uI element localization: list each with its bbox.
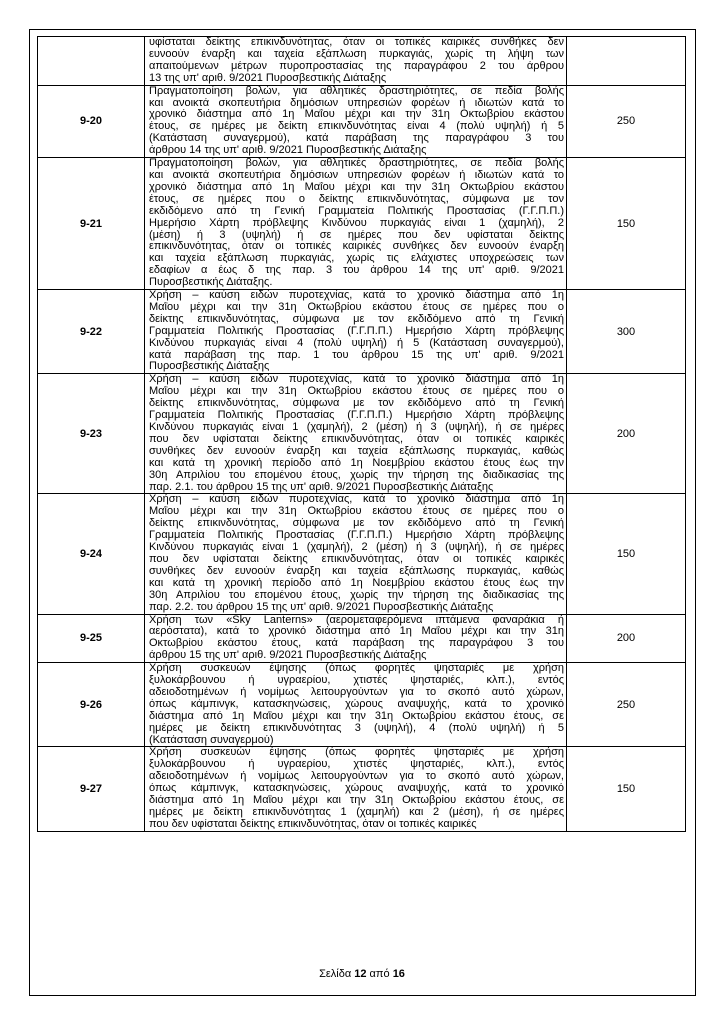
description-line: όπως κάμπινγκ, κατασκηνώσεις, χώρους αναψυχής, κατά το χρονικό — [149, 783, 564, 795]
description-line: έτους, σε ημέρες με δείκτη επικινδυνότητας είναι 4 (πολύ υψηλή) ή 5 — [149, 121, 564, 133]
description-line: δείκτης επικινδυνότητας, σύμφωνα με τον εκδιδόμενο από τη Γενική — [149, 518, 564, 530]
description-line: Χρήση – καύση ειδών πυροτεχνίας, κατά το χρονικό διάστημα από 1η — [149, 374, 564, 386]
description-line: αδειοδοτημένων ή νομίμως λειτουργούντων για το σκοπό αυτό χώρων, — [149, 771, 564, 783]
description-line: και ταχεία εξάπλωση πυρκαγιάς, χωρίς τις ελάχιστες υποχρεώσεις των — [149, 253, 564, 265]
violation-code: 9-27 — [38, 747, 145, 831]
description-line: που δεν υφίσταται δείκτης επικινδυνότητας, όταν οι τοπικές καιρικές — [149, 433, 564, 445]
description-line: Γραμματεία Πολιτικής Προστασίας (Γ.Γ.Π.Π.) Ημερήσιο Χάρτη πρόβλεψης — [149, 410, 564, 422]
violation-description — [145, 663, 567, 747]
table-row — [38, 85, 686, 157]
table-row — [38, 290, 686, 374]
description-line: Πυροσβεστικής Διάταξης. — [149, 277, 273, 289]
table-row — [38, 374, 686, 494]
violation-description — [145, 158, 567, 290]
description-line: (Κατάσταση συναγερμού) — [149, 734, 274, 746]
description-line: Γραμματεία Πολιτικής Προστασίας (Γ.Γ.Π.Π.) Ημερήσιο Χάρτη πρόβλεψης — [149, 530, 564, 542]
description-line: Χρήση συσκευών έψησης (όπως φορητές ψησταριές με χρήση — [149, 663, 564, 675]
description-line: Κινδύνου πυρκαγιάς είναι 1 (χαμηλή), 2 (μέση) ή 3 (υψηλή), ή σε ημέρες — [149, 542, 564, 554]
fine-amount: 250 — [567, 663, 686, 747]
description-line: δείκτης επικινδυνότητας, σύμφωνα με τον εκδιδόμενο από τη Γενική — [149, 313, 564, 325]
description-line: ημέρες με δείκτη επικινδυνότητας 1 (χαμηλή) και 2 (μέση), ή σε ημέρες — [149, 807, 564, 818]
fine-amount — [567, 37, 686, 86]
violation-description — [145, 290, 567, 374]
description-line: Ημερήσιο Χάρτη πρόβλεψης Κινδύνου πυρκαγιάς είναι 1 (χαμηλή), 2 — [149, 217, 564, 229]
description-line: 30η Απριλίου του επομένου έτους, χωρίς την τήρηση της διαδικασίας της — [149, 469, 564, 481]
fine-amount: 150 — [567, 494, 686, 614]
description-line: Κινδύνου πυρκαγιάς είναι 1 (χαμηλή), 2 (μέση) ή 3 (υψηλή), ή σε ημέρες — [149, 422, 564, 433]
description-line: Χρήση των «Sky Lanterns» (αερομεταφερόμενα ιπτάμενα φαναράκια ή — [149, 614, 564, 626]
description-line: Πραγματοποίηση βολών, για αθλητικές δραστηριότητες, σε πεδία βολής — [149, 85, 564, 97]
violation-description — [145, 747, 567, 831]
violation-description — [145, 614, 567, 663]
fine-amount: 300 — [567, 290, 686, 374]
description-line: και ανοικτά σκοπευτήρια δημόσιων υπηρεσιών φορέων ή ιδιωτών κατά το — [149, 169, 564, 181]
description-line: όπως κάμπινγκ, κατασκηνώσεις, χώρους αναψυχής, κατά το χρονικό — [149, 698, 564, 710]
table-row — [38, 614, 686, 663]
description-line: και κατά τη χρονική περίοδο από 1η Νοεμβρίου εκάστου έτους έως την — [149, 577, 564, 589]
violation-description — [145, 85, 567, 157]
description-line: (μέση) ή 3 (υψηλή) ή σε ημέρες που δεν υφίσταται δείκτης — [149, 229, 564, 241]
footer-middle: από — [366, 968, 393, 980]
description-line: Χρήση συσκευών έψησης (όπως φορητές ψησταριές με χρήση — [149, 747, 564, 759]
description-line: εκδιδόμενο από τη Γενική Γραμματεία Πολιτικής Προστασίας (Γ.Γ.Π.Π.) — [149, 205, 564, 217]
description-line: παρ. 2.2. του άρθρου 15 της υπ' αριθ. 9/2021 Πυροσβεστικής Διάταξης — [149, 601, 494, 613]
description-line: 13 της υπ' αριθ. 9/2021 Πυροσβεστικής Διάταξης — [149, 72, 387, 84]
violation-description — [145, 494, 567, 614]
fines-table-body — [38, 37, 686, 832]
description-line: απαιτούμενων μέτρων πυροπροστασίας της παραγράφου 2 του άρθρου — [149, 60, 564, 72]
description-line: χρονικό διάστημα από 1η Μαΐου μέχρι και την 31η Οκτωβρίου εκάστου — [149, 181, 564, 193]
table-row — [38, 158, 686, 290]
description-line: αερόστατα), κατά το χρονικό διάστημα από 1η Μαΐου μέχρι και την 31η — [149, 626, 564, 638]
description-line: διάστημα από 1η Μαΐου μέχρι και την 31η Οκτωβρίου εκάστου έτους, σε — [149, 795, 564, 807]
fines-table — [37, 36, 686, 832]
fine-amount: 250 — [567, 85, 686, 157]
description-line: Μαΐου μέχρι και την 31η Οκτωβρίου εκάστου έτους σε ημέρες που ο — [149, 506, 564, 518]
description-line: ημέρες με δείκτη επικινδυνότητας 3 (υψηλή), 4 (πολύ υψηλή) ή 5 — [149, 722, 564, 734]
violation-code: 9-23 — [38, 374, 145, 494]
violation-code: 9-26 — [38, 663, 145, 747]
description-line: και ανοικτά σκοπευτήρια δημόσιων υπηρεσιών φορέων ή ιδιωτών κατά το — [149, 97, 564, 109]
fine-amount: 150 — [567, 158, 686, 290]
description-line: επικινδυνότητας, όταν οι τοπικές καιρικές συνθήκες δεν ευνοούν έναρξη — [149, 241, 564, 253]
table-row — [38, 37, 686, 86]
description-line: Μαΐου μέχρι και την 31η Οκτωβρίου εκάστου έτους σε ημέρες που ο — [149, 301, 564, 313]
description-line: εδαφίων α έως δ της παρ. 3 του άρθρου 14 της υπ' αριθ. 9/2021 — [149, 265, 564, 277]
description-line: κατά παράβαση της παρ. 1 του άρθρου 15 της υπ' αριθ. 9/2021 — [149, 349, 564, 361]
violation-code: 9-20 — [38, 85, 145, 157]
description-line: συνθήκες δεν ευνοούν έναρξη και ταχεία εξάπλωσης πυρκαγιάς, καθώς — [149, 445, 564, 457]
description-line: Πυροσβεστικής Διάταξης — [149, 361, 270, 373]
description-line: Χρήση – καύση ειδών πυροτεχνίας, κατά το χρονικό διάστημα από 1η — [149, 494, 564, 506]
page-footer — [0, 968, 724, 980]
description-line: παρ. 2.1. του άρθρου 15 της υπ' αριθ. 9/2021 Πυροσβεστικής Διάταξης — [149, 481, 494, 493]
description-line: Οκτωβρίου εκάστου έτους, κατά παράβαση της παραγράφου 3 του — [149, 638, 564, 650]
description-line: (Κατάσταση συναγερμού), κατά παράβαση της παραγράφου 3 του — [149, 133, 564, 145]
table-row — [38, 747, 686, 831]
description-line: συνθήκες δεν ευνοούν έναρξη και ταχεία εξάπλωσης πυρκαγιάς, καθώς — [149, 565, 564, 577]
table-row — [38, 663, 686, 747]
description-line: ξυλοκάρβουνου ή υγραερίου, χτιστές ψησταριές, κλπ.), εντός — [149, 759, 564, 771]
fine-amount: 200 — [567, 374, 686, 494]
description-line: και κατά τη χρονική περίοδο από 1η Νοεμβρίου εκάστου έτους έως την — [149, 457, 564, 469]
description-line: άρθρου 14 της υπ' αριθ. 9/2021 Πυροσβεστικής Διάταξης — [149, 145, 427, 157]
description-line: αδειοδοτημένων ή νομίμως λειτουργούντων για το σκοπό αυτό χώρων, — [149, 686, 564, 698]
violation-code: 9-22 — [38, 290, 145, 374]
description-line: Μαΐου μέχρι και την 31η Οκτωβρίου εκάστου έτους σε ημέρες που ο — [149, 386, 564, 398]
footer-prefix: Σελίδα — [319, 968, 355, 980]
violation-code: 9-25 — [38, 614, 145, 663]
table-row — [38, 494, 686, 614]
description-line: ξυλοκάρβουνου ή υγραερίου, χτιστές ψησταριές, κλπ.), εντός — [149, 675, 564, 687]
violation-description — [145, 374, 567, 494]
violation-code — [38, 37, 145, 86]
description-line: ευνοούν έναρξη και ταχεία εξάπλωση πυρκαγιάς, χωρίς τη λήψη των — [149, 48, 564, 60]
violation-code: 9-21 — [38, 158, 145, 290]
description-line: Γραμματεία Πολιτικής Προστασίας (Γ.Γ.Π.Π.) Ημερήσιο Χάρτη πρόβλεψης — [149, 325, 564, 337]
description-line: 30η Απριλίου του επομένου έτους, χωρίς την τήρηση της διαδικασίας της — [149, 589, 564, 601]
description-line: έτους, σε ημέρες που ο δείκτης επικινδυνότητας, σύμφωνα με τον — [149, 193, 564, 205]
violation-description — [145, 37, 567, 86]
fine-amount: 150 — [567, 747, 686, 831]
fine-amount: 200 — [567, 614, 686, 663]
footer-page-number: 12 — [354, 968, 367, 980]
violation-code: 9-24 — [38, 494, 145, 614]
description-line: Κινδύνου πυρκαγιάς είναι 4 (πολύ υψηλή) ή 5 (Κατάσταση συναγερμού), — [149, 337, 564, 349]
description-line: άρθρου 15 της υπ' αριθ. 9/2021 Πυροσβεστικής Διάταξης — [149, 650, 427, 662]
description-line: που δεν υφίσταται δείκτης επικινδυνότητας, όταν οι τοπικές καιρικές — [149, 553, 564, 565]
description-line: χρονικό διάστημα από 1η Μαΐου μέχρι και την 31η Οκτωβρίου εκάστου — [149, 109, 564, 121]
description-line: δείκτης επικινδυνότητας, σύμφωνα με τον εκδιδόμενο από τη Γενική — [149, 398, 564, 410]
description-line: Χρήση – καύση ειδών πυροτεχνίας, κατά το χρονικό διάστημα από 1η — [149, 290, 564, 302]
footer-total-pages: 16 — [392, 968, 405, 980]
description-line: Πραγματοποίηση βολών, για αθλητικές δραστηριότητες, σε πεδία βολής — [149, 158, 564, 170]
description-line: που δεν υφίσταται δείκτης επικινδυνότητας, όταν οι τοπικές καιρικές — [149, 818, 477, 830]
description-line: υφίσταται δείκτης επικινδυνότητας, όταν οι τοπικές καιρικές συνθήκες δεν — [149, 37, 564, 48]
description-line: διάστημα από 1η Μαΐου μέχρι και την 31η Οκτωβρίου εκάστου έτους, σε — [149, 710, 564, 722]
